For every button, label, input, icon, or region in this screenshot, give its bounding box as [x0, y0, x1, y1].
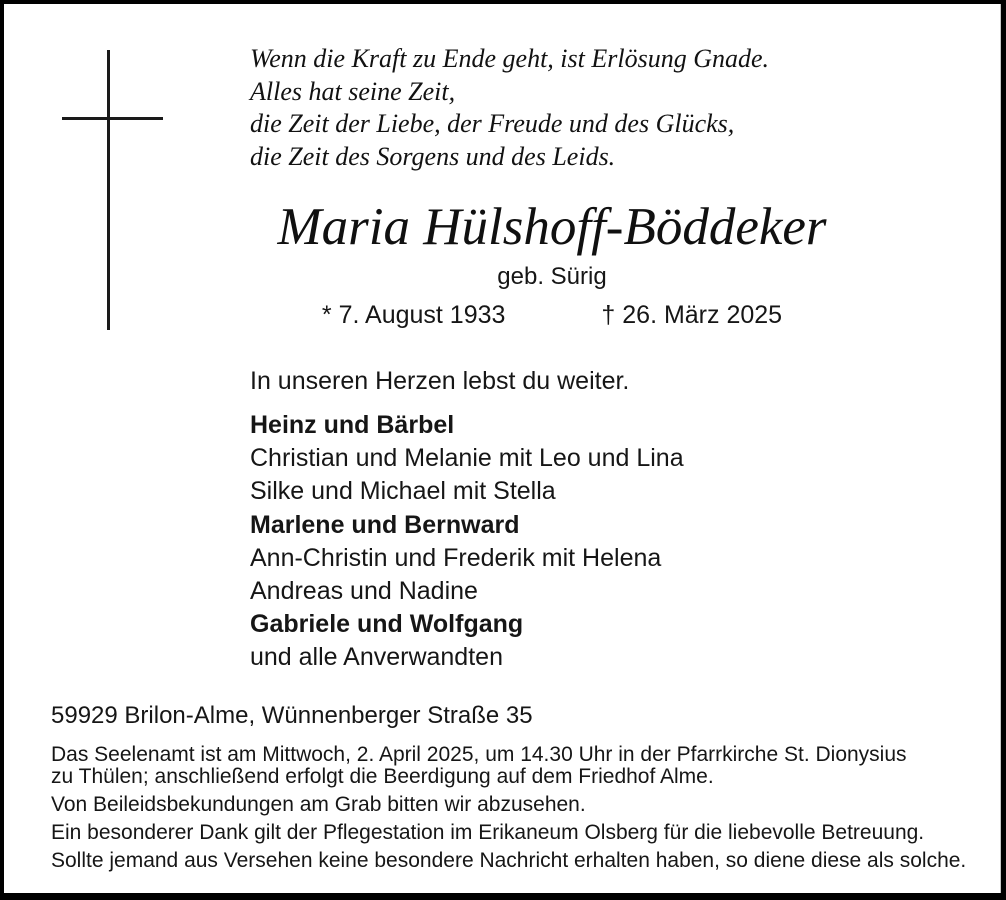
- mourner-line: Marlene und Bernward: [250, 510, 520, 539]
- birth-date: * 7. August 1933: [321, 301, 506, 329]
- cross-horizontal-line: [62, 117, 163, 120]
- mourner-line: Christian und Melanie mit Leo und Lina: [250, 444, 684, 473]
- death-date: † 26. März 2025: [601, 301, 783, 329]
- paragraph-beileid: Von Beileidsbekundungen am Grab bitten wir abzusehen.: [51, 793, 586, 816]
- tribute-line: In unseren Herzen lebst du weiter.: [250, 367, 630, 395]
- poem-line: die Zeit des Sorgens und des Leids.: [250, 141, 616, 171]
- mourner-line: Andreas und Nadine: [250, 577, 478, 606]
- epigraph-poem: [250, 43, 769, 173]
- service-line: zu Thülen; anschließend erfolgt die Beerdigung auf dem Friedhof Alme.: [51, 765, 714, 788]
- life-dates: [250, 301, 854, 329]
- maiden-name: geb. Sürig: [497, 263, 607, 290]
- poem-line: die Zeit der Liebe, der Freude und des Glücks,: [250, 109, 735, 138]
- poem-line: Wenn die Kraft zu Ende geht, ist Erlösung Gnade.: [250, 44, 770, 73]
- service-details: [51, 744, 1001, 878]
- paragraph-nachricht: Sollte jemand aus Versehen keine besondere Nachricht erhalten haben, so diene diese als solche.: [51, 849, 967, 872]
- mourner-line: Heinz und Bärbel: [250, 411, 455, 439]
- deceased-name: Maria Hülshoff-Böddeker: [277, 198, 827, 256]
- mourner-line: Ann-Christin und Frederik mit Helena: [250, 543, 662, 572]
- paragraph-dank: Ein besonderer Dank gilt der Pflegestation im Erikaneum Olsberg für die liebevolle Betreuung.: [51, 821, 925, 844]
- mourner-line: und alle Anverwandten: [250, 643, 503, 672]
- address-line: 59929 Brilon-Alme, Wünnenberger Straße 35: [51, 702, 533, 729]
- paragraph-seelenamt: [51, 744, 1001, 788]
- mourner-line: Gabriele und Wolfgang: [250, 610, 524, 639]
- poem-line: Alles hat seine Zeit,: [250, 76, 456, 106]
- cross-vertical-line: [107, 50, 110, 330]
- mourners-list: [250, 409, 684, 675]
- service-line: Das Seelenamt ist am Mittwoch, 2. April 2025, um 14.30 Uhr in der Pfarrkirche St. Dionysius: [51, 743, 907, 766]
- mourner-line: Silke und Michael mit Stella: [250, 477, 556, 506]
